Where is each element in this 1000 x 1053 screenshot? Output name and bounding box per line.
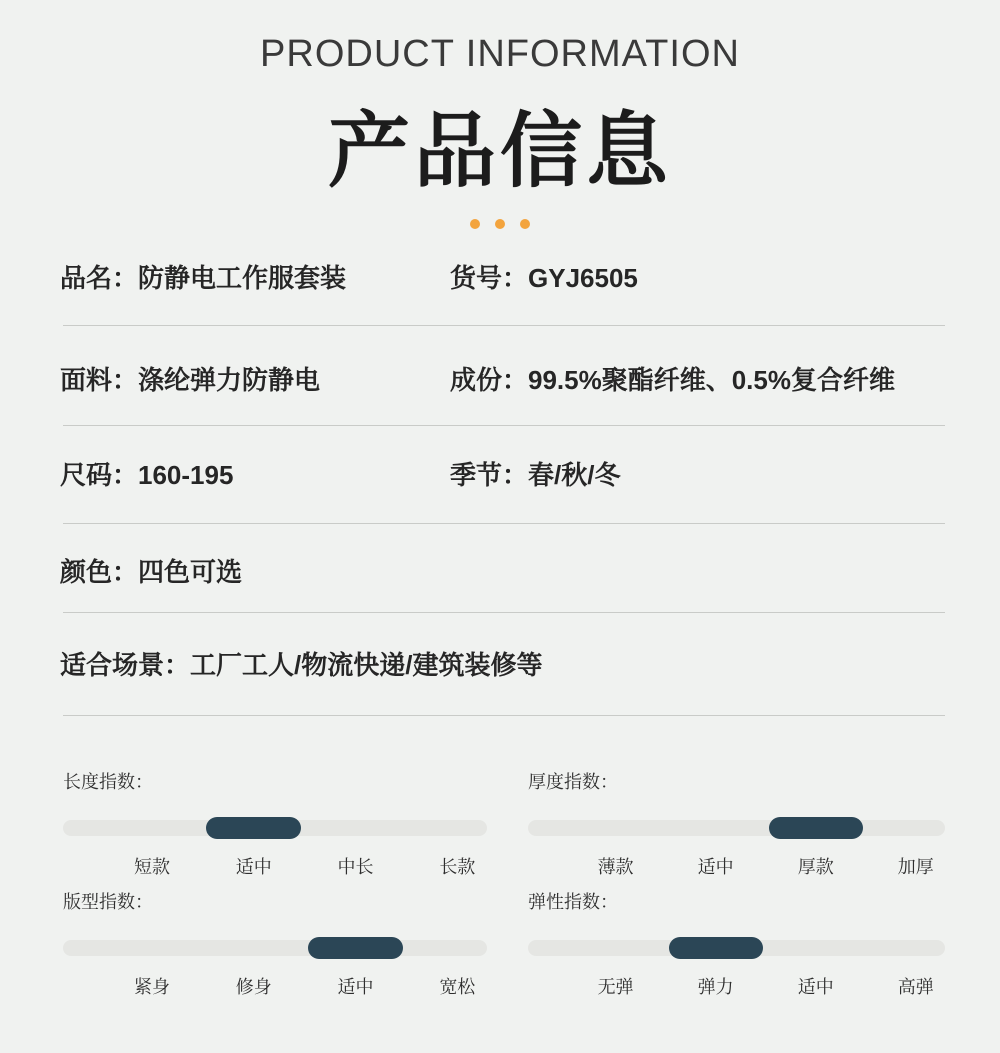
accent-dot <box>520 219 530 229</box>
slider-indicator-pill <box>669 937 763 959</box>
thickness-index-slider <box>528 768 945 877</box>
tick-label: 长款 <box>439 857 476 877</box>
tick-label: 宽松 <box>439 977 476 997</box>
tick-label: 中长 <box>337 857 374 877</box>
elasticity-index-slider <box>528 888 945 997</box>
info-row-size-season <box>60 455 960 492</box>
accent-dot <box>470 219 480 229</box>
info-product-name: 品名：防静电工作服套装 <box>60 263 347 293</box>
tick-label: 适中 <box>337 977 374 997</box>
divider <box>63 425 945 426</box>
tick-label: 修身 <box>235 977 272 997</box>
slider-label: 厚度指数： <box>528 772 618 792</box>
divider <box>63 715 945 716</box>
eyebrow-heading: PRODUCT INFORMATION <box>260 33 740 75</box>
info-season: 季节：春/秋/冬 <box>450 460 621 490</box>
info-size: 尺码：160-195 <box>60 460 234 490</box>
accent-dot <box>495 219 505 229</box>
tick-label: 弹力 <box>697 977 734 997</box>
slider-label: 弹性指数： <box>528 892 618 912</box>
divider <box>63 612 945 613</box>
tick-label: 加厚 <box>897 857 934 877</box>
slider-track <box>528 940 945 956</box>
tick-label: 厚款 <box>797 857 834 877</box>
slider-label: 长度指数： <box>63 772 153 792</box>
info-item-number: 货号：GYJ6505 <box>450 263 638 293</box>
info-fabric: 面料：涤纶弹力防静电 <box>60 365 321 395</box>
slider-label: 版型指数： <box>63 892 153 912</box>
info-row-name-code <box>60 258 960 295</box>
tick-label: 无弹 <box>597 977 634 997</box>
slider-tick-labels <box>63 973 487 997</box>
slider-indicator-pill <box>206 817 301 839</box>
tick-label: 短款 <box>134 857 171 877</box>
info-row-scenarios <box>60 645 960 682</box>
slider-indicator-pill <box>308 937 403 959</box>
page-title: 产品信息 <box>327 106 672 197</box>
divider <box>63 523 945 524</box>
tick-label: 薄款 <box>597 857 634 877</box>
info-row-color <box>60 552 960 589</box>
info-scenarios: 适合场景：工厂工人/物流快递/建筑装修等 <box>60 650 543 680</box>
accent-dots <box>0 219 1000 229</box>
slider-track <box>528 820 945 836</box>
info-row-fabric-composition <box>60 360 960 397</box>
tick-label: 适中 <box>235 857 272 877</box>
slider-tick-labels <box>528 973 945 997</box>
length-index-slider <box>63 768 487 877</box>
slider-track <box>63 940 487 956</box>
tick-label: 适中 <box>697 857 734 877</box>
tick-label: 适中 <box>797 977 834 997</box>
info-color: 颜色：四色可选 <box>60 557 243 587</box>
info-composition: 成份：99.5%聚酯纤维、0.5%复合纤维 <box>450 365 895 395</box>
divider <box>63 325 945 326</box>
tick-label: 高弹 <box>897 977 934 997</box>
tick-label: 紧身 <box>134 977 171 997</box>
slider-track <box>63 820 487 836</box>
fit-index-slider <box>63 888 487 997</box>
slider-indicator-pill <box>769 817 863 839</box>
slider-tick-labels <box>528 853 945 877</box>
slider-tick-labels <box>63 853 487 877</box>
